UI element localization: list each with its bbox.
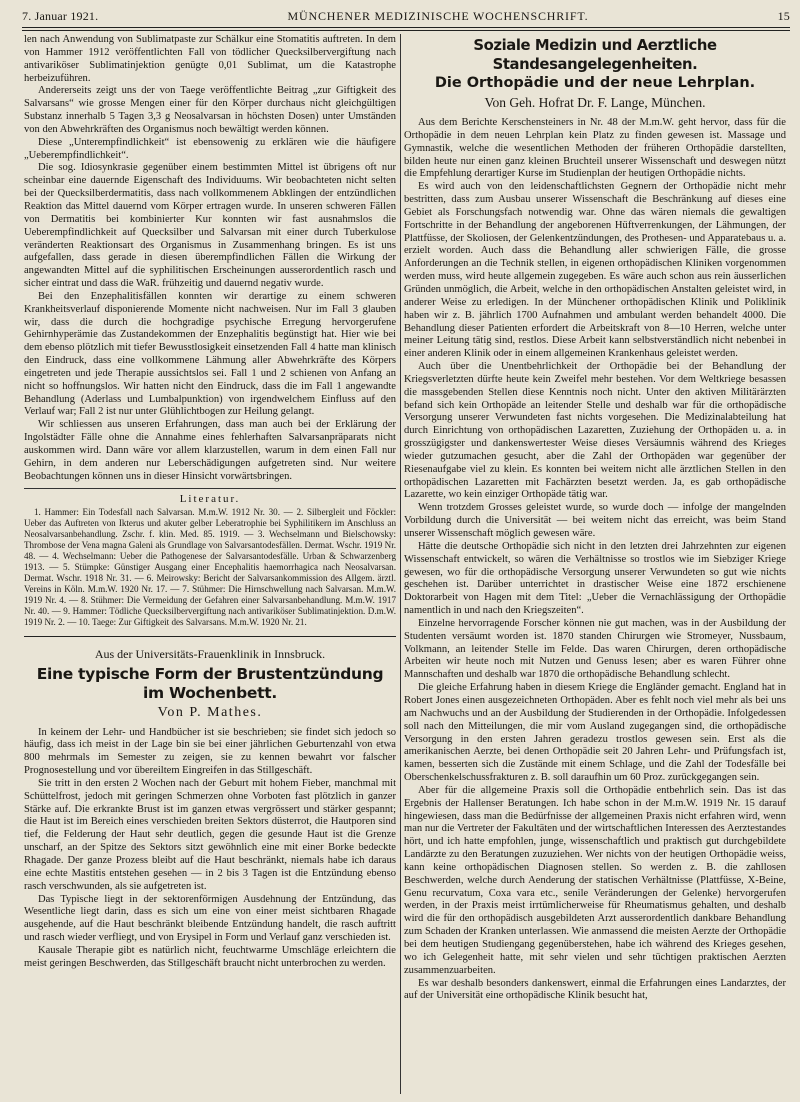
literature-list: 1. Hammer: Ein Todesfall nach Salvarsan. M.m.W. 1912 Nr. 30. — 2. Silbergleit und Föckler: Ueber das Auftreten von Ikterus und akuter gelber Leberatrophie bei Syphilitikern im Anschluss an Neosalvarsanbehandlung. Zschr. f. klin. Med. 85. 1919. — 3. Wechselmann und Bielschowsky: Thrombose der Vena magna Galeni als Grundlage von Salvarsantodesfällen. Dermat. Wschr. 1919 Nr. 48. — 4. Wechselmann: Ueber die Pathogenese der Salvarsantodesfälle. Urban & Schwarzenberg 1913. — 5. Stümpke: Günstiger Ausgang einer Encephalitis haemorrhagica nach Neosalvarsan. Dermat. Wschr. 1918 Nr. 31. — 6. Meirowsky: Bericht der Salvarsankommission des Allgem. ärztl. Vereins in Köln. M.m.W. 1920 Nr. 17. — 7. Stühmer: Die Hirnschwellung nach Salvarsan. M.m.W. 1919 Nr. 4. — 8. Stühmer: Die Vermeidung der Gefahren einer Salvarsanbehandlung. M.m.W. 1917 Nr. 40. — 9. Hammer: Tödliche Quecksilbervergiftung nach antivariköser Sublimatinjektion. D.m.W. 1919 Nr. 2. — 10. Taege: Zur Giftigkeit des Salvarsans. M.m.W. 1920 Nr. 21.: [24, 506, 396, 627]
right-paragraph: Einzelne hervorragende Forscher können nie gut machen, was in der Ausbildung der Studenten versäumt worden ist. 1870 standen Chirurgen wie Stromeyer, Nussbaum, Volkmann, an leitender Stelle im Felde. Das waren Chirurgen, deren orthopädische Arbeiten wir heute noch mit Nutzen und Genuss lesen; aber es waren Führer ohne Mannschaften und deshalb war 1870 die orthopädische Behandlung schlecht.: [404, 617, 786, 681]
literature-rule: [24, 488, 396, 489]
column-divider: [400, 34, 401, 1094]
left-paragraph: Bei den Enzephalitisfällen konnten wir derartige zu einem schweren Krankheitsverlauf disponierende Momente nicht nachweisen. Nur im Fall 3 glauben wir, dass die durch die hochgradige psychische Erregung hervorgerufene Gehirnhyperämie das Zustandekommen der Enzephalitis begünstigt hat. Hier wie bei dem ebenso plötzlich mit tiefer Bewusstlosigkeit einsetzenden Fall 4 hatte man klinisch den Eindruck, dass eine vollkommene Lähmung aller Abwehrkräfte des Körpers eingetreten und jede Therapie aussichtslos sei. Fall 1 und 2 schienen von Anfang an nicht so hoffnungslos. Wir hatten nicht den Eindruck, dass die im Fall 1 angewandte Behandlung (Aderlass und Lumbalpunktion) von irgendwelchem Einfluss auf den Verlauf war; Fall 2 ist nur unter Glühlichtbogen zur Heilung gelangt.: [24, 290, 396, 418]
literature-heading: Literatur.: [179, 492, 241, 505]
left-column: [24, 34, 396, 1094]
article-paragraph: Das Typische liegt in der sektorenförmigen Ausdehnung der Entzündung, das Wesentliche liegt darin, dass es sich um eine von einer meist sichtbaren Rhagade ausgehende, auf die Haut beschränkt bleibende Entzündung handelt, die rasch auftritt und rasch wieder verfliegt, und von Erysipel in Form und Verlauf ganz verschieden ist.: [24, 893, 396, 944]
left-paragraph: Wir schliessen aus unseren Erfahrungen, dass man auch bei der Erklärung der Ingolstädter Fälle ohne die Annahme eines fehlerhaften Salvarsanpräparats nicht auskommen wird. Dann wäre vor allem klarzustellen, warum in dem einen Fall nur Gehirn, in dem anderen nur Leberschädigungen aufgetreten sind. Nur weitere Beobachtungen können uns in dieser Hinsicht vorwärtsbringen.: [24, 419, 396, 482]
left-paragraph: Die sog. Idiosynkrasie gegenüber einem bestimmten Mittel ist übrigens oft nur scheinbar eine dauernde Eigenschaft des Individuums. Wir beobachteten nicht selten bei der Quecksilberdermatitis, dass nach vollkommenem Abklingen der entzündlichen Reaktion das Mittel dauernd vom Körper ertragen wurde. In unseren schweren Fällen von Dermatitis bei kombinierter Kur konnten wir fast ausnahmslos die Ueberempfindlichkeit auf Quecksilber und Salvarsan mit einer durch Tuberkulose veränderten Reaktionsart des Organismus in Zusammenhang bringen. Es ist uns aufgefallen, dass gerade in diesen überempfindlichen Fällen die Wirkung der angewandten Mittel auf die syphilitischen Erscheinungen ausserordentlich rasch und sicher eintrat und dass die WaR. frühzeitig und dauernd negativ wurde.: [24, 162, 396, 290]
right-column: [404, 34, 786, 1094]
right-paragraph: Wenn trotzdem Grosses geleistet wurde, so wurde doch — infolge der mangelnden Vorbildung durch die Universität — bei weitem nicht das erreicht, was beim Stand unserer Wissenschaft möglich gewesen wäre.: [404, 502, 786, 539]
section-rule: [24, 636, 396, 637]
left-paragraph: len nach Anwendung von Sublimatpaste zur Schälkur eine Stomatitis auftreten. In dem von Hammer 1912 veröffentlichten Fall von tödlicher Quecksilbervergiftung nach antivariköser Sublimatinjektion genügte 0,01 Sublimat, um die Katastrophe herbeizuführen.: [24, 34, 396, 84]
header-page-number: 15: [777, 8, 790, 23]
right-paragraph: Aus dem Berichte Kerschensteiners in Nr. 48 der M.m.W. geht hervor, dass für die Orthopädie in dem neuen Lehrplan kein Platz zu finden gewesen ist. Massage und Gymnastik, welche die wesentlichen Methoden der früheren Orthopädie darstellten, bilden heute nur einen ganz kleinen Bruchteil unserer Wissenschaft und deswegen nützt die Empfehlung derartiger Kurse im Studienplan der heutigen Orthopädie nichts.: [404, 117, 786, 180]
right-paragraph: Auch über die Unentbehrlichkeit der Orthopädie bei der Behandlung der Kriegsverletzten dürfte heute kein Zweifel mehr bestehen. Vor dem Weltkriege besassen die massgebenden Stellen diese Kenntnis noch nicht. Unter den aktiven Militärärzten befand sich kein Orthopäde an leitender Stelle und deshalb war für die orthopädische Versorgung unserer Verwundeten fast nichts vorgesehen. Die Medizinalabteilung hat durch Einrichtung von orthopädischen Lazaretten, Zuziehung der Orthopäden u. a. in grosszügigster und dankenswertester Weise dieses Versäumnis während des Krieges wieder gutzumachen gesucht, aber die Zahl der Orthopäden war gegenüber der Riesenaufgabe viel zu klein. Es konnten bei weitem nicht alle ärztlichen Stellen in den orthopädischen Lazaretten mit Fachärzten besetzt werden. Ja, es gab orthopädische Lazarette, wo kein einziger Orthopäde tätig war.: [404, 361, 786, 501]
running-header: [22, 6, 790, 26]
header-journal-title: MÜNCHENER MEDIZINISCHE WOCHENSCHRIFT.: [287, 8, 589, 23]
header-rule: [22, 27, 790, 31]
article-author: Von Geh. Hofrat Dr. F. Lange, München.: [484, 95, 706, 110]
right-paragraph: Es war deshalb besonders dankenswert, einmal die Erfahrungen eines Landarztes, der auf der Universität eine orthopädische Klinik besucht hat,: [404, 977, 786, 1002]
article-paragraph: In keinem der Lehr- und Handbücher ist sie beschrieben; sie findet sich jedoch so häufig, dass ich meist in der Lage bin sie bei einer jährlichen Geburtenzahl von etwa 800 mehrmals im Semester zu zeigen, sie zu kennen bewahrt vor falscher Prognosestellung und vor übereiltem Eingreifen in das Stillgeschäft.: [24, 726, 396, 777]
article-paragraph: Sie tritt in den ersten 2 Wochen nach der Geburt mit hohem Fieber, manchmal mit Schüttelfrost, jedoch mit geringen Schmerzen ohne Vorboten fast plötzlich in ganzer Stärke auf. Die erkrankte Brust ist im ganzen etwas vergrössert und stärker gespannt; die Haut ist im Bereich eines verschieden breiten Sektors düsterrot, die Hautporen sind tief, die Felderung der Haut sehr deutlich, gegen die gesunde Haut ist die Grenze unscharf, an der Spitze des Sektors sitzt gewöhnlich eine mit einer Borke bedeckte Rhagade. Der ganze Prozess bleibt auf die Haut beschränkt, niemals habe ich daraus eine echte Mastitis entstehen gesehen — in 2 bis 3 Tagen ist die Entzündung ebenso rasch verschwunden, als sie aufgetreten ist.: [24, 777, 396, 892]
article-title: Eine typische Form der Brustentzündung im Wochenbett.: [36, 664, 384, 702]
section-title: Soziale Medizin und Aerztliche Standesangelegenheiten.: [473, 37, 717, 73]
article-title: Die Orthopädie und der neue Lehrplan.: [434, 75, 756, 91]
article-paragraph: Kausale Therapie gibt es natürlich nicht, feuchtwarme Umschläge erleichtern die meist geringen Beschwerden, das Stillgeschäft braucht nicht unterbrochen zu werden.: [24, 944, 396, 969]
right-paragraph: Hätte die deutsche Orthopädie sich nicht in den letzten drei Jahrzehnten zur eigenen Wissenschaft entwickelt, so wären die Verhältnisse so trostlos wie im Siebziger Kriege gewesen, wo für die orthopädische Versorgung unserer Verwundeten so gut wie nichts geschehen ist. Darüber unterrichtet in drastischer Weise eine 1872 erschienene Doktorarbeit von Hagen mit dem Titel: „Ueber die Vernachlässigung der Orthopädie namentlich in und nach den Kriegszeiten“.: [404, 540, 786, 617]
left-paragraph: Andererseits zeigt uns der von Taege veröffentlichte Beitrag „zur Giftigkeit des Salvarsans“ wie grosse Mengen einer für den Körper durchaus nicht gleichgültigen Substanz innerhalb 5 Tagen 3,3 g Neosalvarsan in höchsten Dosen) unter Umständen von den Abwehrkräften des Organismus noch bewältigt werden können.: [24, 85, 396, 135]
article-author: Von P. Mathes.: [157, 704, 263, 720]
header-date: 7. Januar 1921.: [22, 8, 99, 23]
left-paragraph: Diese „Unterempfindlichkeit“ ist ebensowenig zu erklären wie die häufigere „Ueberempfindlichkeit“.: [24, 136, 396, 161]
right-paragraph: Die gleiche Erfahrung haben in diesem Kriege die Engländer gemacht. England hat in Robert Jones einen ausgezeichneten Orthopäden. Aber es fehlt noch viel mehr als bei uns am Nachwuchs und an der Ausbildung der Studierenden in der Orthopädie. Infolgedessen soll nach den Mitteilungen, die mir vom Ausland zugegangen sind, die orthopädische Versorgung in den ersten Jahren geradezu trostlos gewesen sein. Erst als die amerikanischen Aerzte, bei denen Orthopädie seit 20 Jahren Lehr- und Prüfungsfach ist, kamen, besserten sich die Zustände mit einem Schlage, und die Zahl der Todesfälle bei Oberschenkelschussfrakturen z. B. soll daraufhin um 60 Proz. zurückgegangen sein.: [404, 682, 786, 784]
article-institution: Aus der Universitäts-Frauenklinik in Innsbruck.: [94, 646, 326, 661]
right-paragraph: Aber für die allgemeine Praxis soll die Orthopädie entbehrlich sein. Das ist das Ergebnis der Hallenser Beratungen. Ich habe schon in der M.m.W. 1919 Nr. 15 darauf hingewiesen, dass man die Bedürfnisse der allgemeinen Praxis nicht erfahren wird, wenn man nur die Vertreter der Fakultäten und der wirtschaftlichen Interessen des Aerztestandes hört, und ich hatte empfohlen, junge, wissenschaftlich und praktisch gut durchgebildete Landärzte zu den Beratungen zuzuziehen. Wer nichts von der heutigen Orthopädie weiss, kann keine orthopädischen Diagnosen stellen. So werden z. B. die zahllosen Beschwerden, welche durch Aenderung der statischen Verhältnisse (Plattfüsse, X-Beine, Genu recurvatum, Coxa vara etc., senile Veränderungen der Gelenke) hervorgerufen werden, in der Praxis meist irrtümlicherweise für Rheumatismus gehalten, und deshalb wird die für den orthopädisch ausgebildeten Arzt ausserordentlich dankbare Behandlung zum Schaden der Kranken unterlassen. Wie anmassend die meisten Aerzte der Orthopädie bei dem heutigen Studiengang gegenüberstehen, habe ich während des Krieges gesehen, wo ich Gelegenheit hatte, mit sehr vielen und sehr tüchtigen praktischen Aerzten zusammenzuarbeiten.: [404, 784, 786, 976]
right-paragraph: Es wird auch von den leidenschaftlichsten Gegnern der Orthopädie nicht mehr bestritten, dass zum Ausbau unserer Wissenschaft die Beschränkung auf dieses eine Gebiet als Forschungsfach notwendig war. Ohne das wären niemals die gewaltigen Fortschritte in der Behandlung der angeborenen Hüftverrenkungen, der Lähmungen, der Plattfüsse, der Skoliosen, der Gelenkentzündungen, des Prothesen- und Apparatebaus u. a. erzielt worden. Auch dass die Behandlung aller schwierigen Fälle, die grosse Anforderungen an die Technik stellen, in eigenen orthopädischen Kliniken vorgenommen werden muss, wird heute allgemein zugegeben. Es wäre auch schon aus rein äusserlichen Gründen unmöglich, die Arbeit, welche in den orthopädischen Anstalten geleistet wird, in anderer Weise zu erledigen. In der Münchener orthopädischen Klinik und Poliklinik haben wir z. B. jährlich 1700 Aufnahmen und ambulant werden behandelt 4000. Die Behandlung dieser Patienten erfordert die Arbeitskraft von 8—10 Herren, welche unter meiner Leitung tätig sind, restlos. Diese Arbeit kann selbstverständlich nicht nebenbei in einer anderen Klinik oder in einem allgemeinen Krankenhaus geleistet werden.: [404, 181, 786, 360]
